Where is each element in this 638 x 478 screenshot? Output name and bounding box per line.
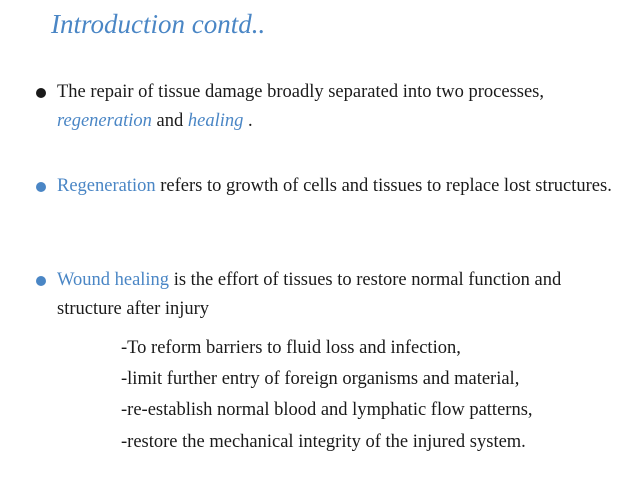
bullet-row: [36, 266, 626, 324]
bullet-item-repair: [36, 78, 626, 136]
sub-list: [121, 333, 533, 458]
bullet-text: is the effort of tissues to restore normal function and structure after injury: [57, 270, 562, 319]
bullet-dot-icon: [36, 276, 46, 286]
bullet-row: [36, 172, 626, 201]
term-regeneration-def: Regeneration: [57, 176, 156, 196]
sub-item: -To reform barriers to fluid loss and infection,: [121, 338, 461, 358]
bullet-text-end: .: [243, 111, 253, 131]
term-wound-healing: Wound healing: [57, 270, 170, 290]
bullet-text: refers to growth of cells and tissues to replace lost structures.: [155, 176, 612, 196]
term-regeneration: regeneration: [57, 111, 152, 131]
bullet-item-wound-healing: [36, 266, 626, 324]
sub-item: -limit further entry of foreign organisms and material,: [121, 369, 520, 390]
bullet-row: [36, 78, 626, 136]
term-healing: healing: [187, 111, 244, 131]
bullet-text-middle: and: [151, 111, 188, 131]
bullet-dot-icon: [36, 182, 46, 192]
bullet-text: The repair of tissue damage broadly separated into two processes,: [57, 82, 544, 102]
sub-item: -restore the mechanical integrity of the injured system.: [121, 431, 526, 452]
slide-title: Introduction contd..: [51, 9, 266, 39]
sub-item: -re-establish normal blood and lymphatic flow patterns,: [121, 400, 533, 421]
bullet-dot-icon: [36, 88, 46, 98]
bullet-item-regeneration: [36, 172, 626, 201]
